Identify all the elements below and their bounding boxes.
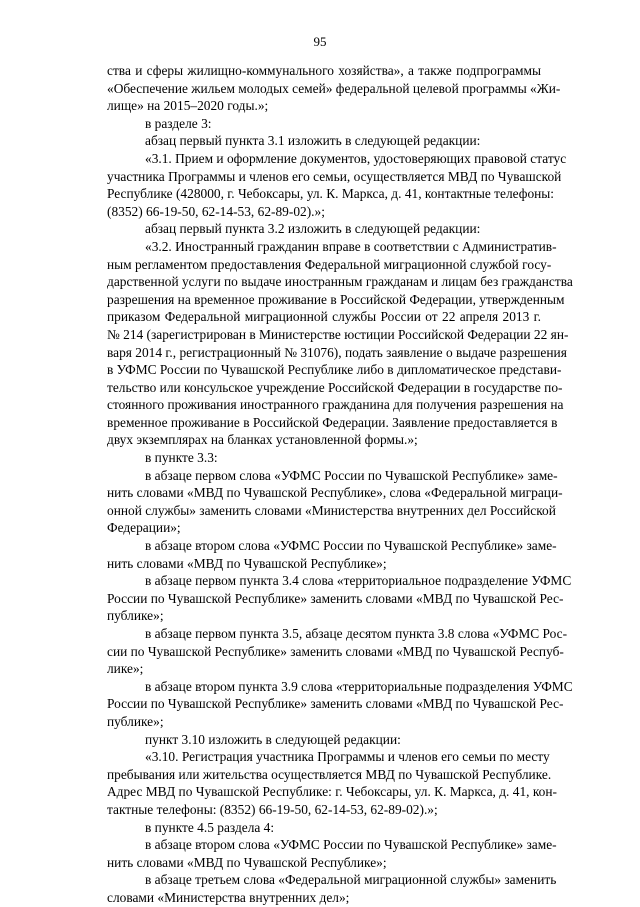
- text-line: № 214 (зарегистрирован в Министерстве юстиции Российской Федерации 22 ян-: [107, 326, 569, 342]
- text-line: словами «Министерства внутренних дел»;: [107, 889, 350, 905]
- text-line: в абзаце первом пункта 3.4 слова «территориальное подразделение УФМС: [145, 573, 572, 589]
- text-line: временное проживание в Российской Федерации. Заявление предоставляется в: [107, 414, 558, 430]
- text-line: в УФМС России по Чувашской Республике либо в дипломатическое представи-: [107, 362, 562, 378]
- text-line: приказом Федеральной миграционной службы России от 22 апреля 2013 г.: [107, 309, 541, 325]
- text-line: в абзаце втором слова «УФМС России по Чувашской Республике» заме-: [145, 538, 557, 554]
- text-line: Федерации»;: [107, 520, 181, 536]
- text-line: тактные телефоны: (8352) 66-19-50, 62-14-53, 62-89-02).»;: [107, 801, 438, 817]
- text-line: участника Программы и членов его семьи, осуществляется МВД по Чувашской: [107, 168, 562, 184]
- text-line: пребывания или жительства осуществляется МВД по Чувашской Республике.: [107, 766, 552, 782]
- text-line: варя 2014 г., регистрационный № 31076), подать заявление о выдаче разрешения: [107, 344, 567, 360]
- text-line: в пункте 4.5 раздела 4:: [145, 819, 275, 835]
- text-line: «Обеспечение жильем молодых семей» федеральной целевой программы «Жи-: [107, 80, 561, 96]
- text-line: Республике (428000, г. Чебоксары, ул. К. Маркса, д. 41, контактные телефоны:: [107, 186, 555, 202]
- page-number: 95: [313, 34, 327, 49]
- text-line: лике»;: [107, 661, 144, 677]
- text-line: абзац первый пункта 3.1 изложить в следующей редакции:: [145, 133, 481, 149]
- text-line: публике»;: [107, 713, 164, 729]
- text-line: стоянного проживания иностранного гражданина для получения разрешения на: [107, 397, 564, 413]
- text-line: в разделе 3:: [145, 115, 212, 131]
- text-line: онной службы» заменить словами «Министерства внутренних дел Российской: [107, 502, 556, 518]
- text-line: «3.1. Прием и оформление документов, удостоверяющих правовой статус: [145, 150, 567, 166]
- text-line: в абзаце первом пункта 3.5, абзаце десятом пункта 3.8 слова «УФМС Рос-: [145, 626, 568, 641]
- text-line: «3.10. Регистрация участника Программы и членов его семьи по месту: [145, 749, 550, 765]
- text-line: ным регламентом предоставления Федеральной миграционной службой госу-: [107, 256, 552, 272]
- text-line: в абзаце втором пункта 3.9 слова «территориальные подразделения УФМС: [145, 678, 573, 694]
- text-line: нить словами «МВД по Чувашской Республике»;: [107, 555, 387, 571]
- text-line: России по Чувашской Республике» заменить словами «МВД по Чувашской Рес-: [107, 696, 564, 712]
- text-line: дарственной услуги по выдаче иностранным гражданам и лицам без гражданства: [107, 274, 573, 290]
- text-line: в абзаце первом слова «УФМС России по Чувашской Республике» заме-: [145, 467, 558, 483]
- text-line: абзац первый пункта 3.2 изложить в следующей редакции:: [145, 221, 481, 237]
- text-line: в абзаце втором слова «УФМС России по Чувашской Республике» заме-: [145, 837, 557, 853]
- text-line: «3.2. Иностранный гражданин вправе в соответствии с Административ-: [145, 238, 557, 254]
- text-line: России по Чувашской Республике» заменить словами «МВД по Чувашской Рес-: [107, 590, 564, 606]
- text-line: публике»;: [107, 608, 164, 624]
- text-line: двух экземплярах на бланках установленной формы.»;: [107, 432, 418, 448]
- text-line: тельство или консульское учреждение Российской Федерации в государстве по-: [107, 379, 563, 395]
- text-line: нить словами «МВД по Чувашской Республике»;: [107, 854, 387, 870]
- text-line: разрешения на временное проживание в Российской Федерации, утвержденным: [107, 291, 565, 307]
- text-line: пункт 3.10 изложить в следующей редакции:: [145, 731, 401, 747]
- text-line: ства и сферы жилищно-коммунального хозяйства», а также подпрограммы: [107, 63, 541, 78]
- text-line: в абзаце третьем слова «Федеральной миграционной службы» заменить: [145, 872, 557, 888]
- text-line: (8352) 66-19-50, 62-14-53, 62-89-02).»;: [107, 203, 325, 219]
- text-line: нить словами «МВД по Чувашской Республике», слова «Федеральной миграци-: [107, 485, 563, 501]
- text-line: в пункте 3.3:: [145, 450, 218, 466]
- text-line: сии по Чувашской Республике» заменить словами «МВД по Чувашской Респуб-: [107, 643, 564, 659]
- document-body: [107, 62, 573, 907]
- text-line: лище» на 2015–2020 годы.»;: [107, 98, 269, 114]
- text-line: Адрес МВД по Чувашской Республике: г. Чебоксары, ул. К. Маркса, д. 41, кон-: [107, 784, 557, 800]
